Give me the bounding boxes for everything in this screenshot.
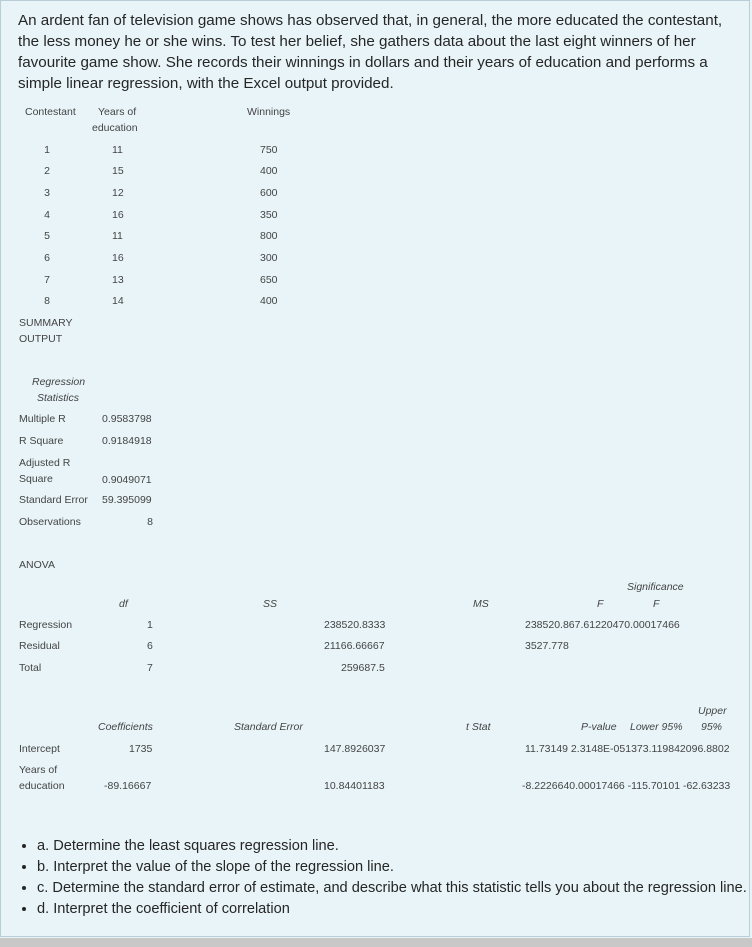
row-5-years: 11	[112, 230, 123, 242]
row-4-contestant: 4	[44, 209, 50, 221]
question-d: • d. Interpret the coefficient of correlation	[37, 899, 752, 920]
summary-line2: OUTPUT	[19, 333, 63, 345]
anova-regression-ss: 238520.8333	[324, 619, 386, 631]
years-coef: -89.16667	[104, 780, 152, 792]
coef-header-coefficients: Coefficients	[98, 721, 153, 733]
observations-label: Observations	[19, 516, 81, 528]
row-6-contestant: 6	[44, 252, 50, 264]
row-4-years: 16	[112, 209, 124, 221]
row-2-contestant: 2	[44, 165, 50, 177]
coef-header-p-value: P-value	[581, 721, 617, 733]
coef-header-upper-line2: 95%	[701, 721, 723, 733]
row-5-winnings: 800	[260, 230, 278, 242]
anova-total-label: Total	[19, 662, 42, 674]
intercept-label: Intercept	[19, 743, 60, 755]
anova-header-f: F	[597, 598, 604, 610]
header-contestant: Contestant	[25, 106, 76, 118]
row-4-winnings: 350	[260, 209, 278, 221]
question-list	[19, 836, 752, 920]
row-1-contestant: 1	[44, 144, 50, 156]
years-label-line2: education	[19, 780, 65, 792]
anova-regression-label: Regression	[19, 619, 73, 631]
header-years-line1: Years of	[98, 106, 137, 118]
row-3-contestant: 3	[44, 187, 50, 199]
row-8-winnings: 400	[260, 295, 278, 307]
regression-stats-title-line1: Regression	[32, 376, 86, 388]
std-error-label: Standard Error	[19, 494, 88, 506]
anova-residual-df: 6	[147, 640, 153, 652]
intercept-se: 147.8926037	[324, 743, 386, 755]
multiple-r-label: Multiple R	[19, 413, 66, 425]
adj-r-value: 0.9049071	[102, 474, 152, 486]
anova-header-significance-line1: Significance	[627, 581, 684, 593]
anova-header-ms: MS	[473, 598, 489, 610]
row-5-contestant: 5	[44, 230, 50, 242]
years-rest: -8.2226640.00017466 -115.70101 -62.63233	[522, 780, 731, 792]
header-winnings: Winnings	[247, 106, 291, 118]
intercept-rest: 11.73149 2.3148E-051373.119842096.8802	[525, 743, 730, 755]
header-years-line2: education	[92, 122, 138, 134]
years-se: 10.84401183	[324, 780, 385, 792]
anova-header-ss: SS	[263, 598, 278, 610]
row-7-winnings: 650	[260, 274, 278, 286]
multiple-r-value: 0.9583798	[102, 413, 152, 425]
years-label-line1: Years of	[19, 764, 58, 776]
std-error-value: 59.395099	[102, 494, 152, 506]
row-2-winnings: 400	[260, 165, 278, 177]
row-1-winnings: 750	[260, 144, 278, 156]
coef-header-upper-line1: Upper	[698, 705, 727, 717]
anova-header-significance-line2: F	[653, 598, 660, 610]
anova-regression-ms-f-sig: 238520.867.61220470.00017466	[525, 619, 680, 631]
row-8-years: 14	[112, 295, 124, 307]
summary-line1: SUMMARY	[19, 317, 73, 329]
question-a: • a. Determine the least squares regression line.	[37, 836, 752, 857]
row-8-contestant: 8	[44, 295, 50, 307]
adj-r-label-line1: Adjusted R	[19, 457, 71, 469]
r-square-value: 0.9184918	[102, 435, 152, 447]
question-c: • c. Determine the standard error of estimate, and describe what this statistic tells you about the regression line.	[37, 878, 752, 899]
anova-residual-label: Residual	[19, 640, 60, 652]
problem-intro: An ardent fan of television game shows has observed that, in general, the more educated the contestant, the less money he or she wins. To test her belief, she gathers data about the last eight winners of her favourite game show. She records their winnings in dollars and their years of education and performs a simple linear regression, with the Excel output provided.	[18, 12, 723, 92]
adj-r-label-line2: Square	[19, 473, 53, 485]
coef-header-standard-error: Standard Error	[234, 721, 303, 733]
anova-regression-df: 1	[147, 619, 153, 631]
coef-header-t-stat: t Stat	[466, 721, 491, 733]
anova-title: ANOVA	[19, 559, 55, 571]
question-b: • b. Interpret the value of the slope of the regression line.	[37, 857, 752, 878]
anova-residual-ss: 21166.66667	[324, 640, 385, 652]
row-6-winnings: 300	[260, 252, 278, 264]
anova-total-ss: 259687.5	[341, 662, 385, 674]
regression-stats-title-line2: Statistics	[37, 392, 80, 404]
observations-value: 8	[147, 516, 153, 528]
row-7-years: 13	[112, 274, 124, 286]
row-7-contestant: 7	[44, 274, 50, 286]
row-1-years: 11	[112, 144, 123, 156]
row-3-winnings: 600	[260, 187, 278, 199]
anova-total-df: 7	[147, 662, 153, 674]
r-square-label: R Square	[19, 435, 64, 447]
intercept-coef: 1735	[129, 743, 153, 755]
coef-header-lower-95: Lower 95%	[630, 721, 683, 733]
row-2-years: 15	[112, 165, 124, 177]
row-3-years: 12	[112, 187, 124, 199]
row-6-years: 16	[112, 252, 124, 264]
anova-header-df: df	[119, 598, 128, 610]
horizontal-scrollbar[interactable]	[0, 938, 752, 947]
anova-residual-ms: 3527.778	[525, 640, 569, 652]
